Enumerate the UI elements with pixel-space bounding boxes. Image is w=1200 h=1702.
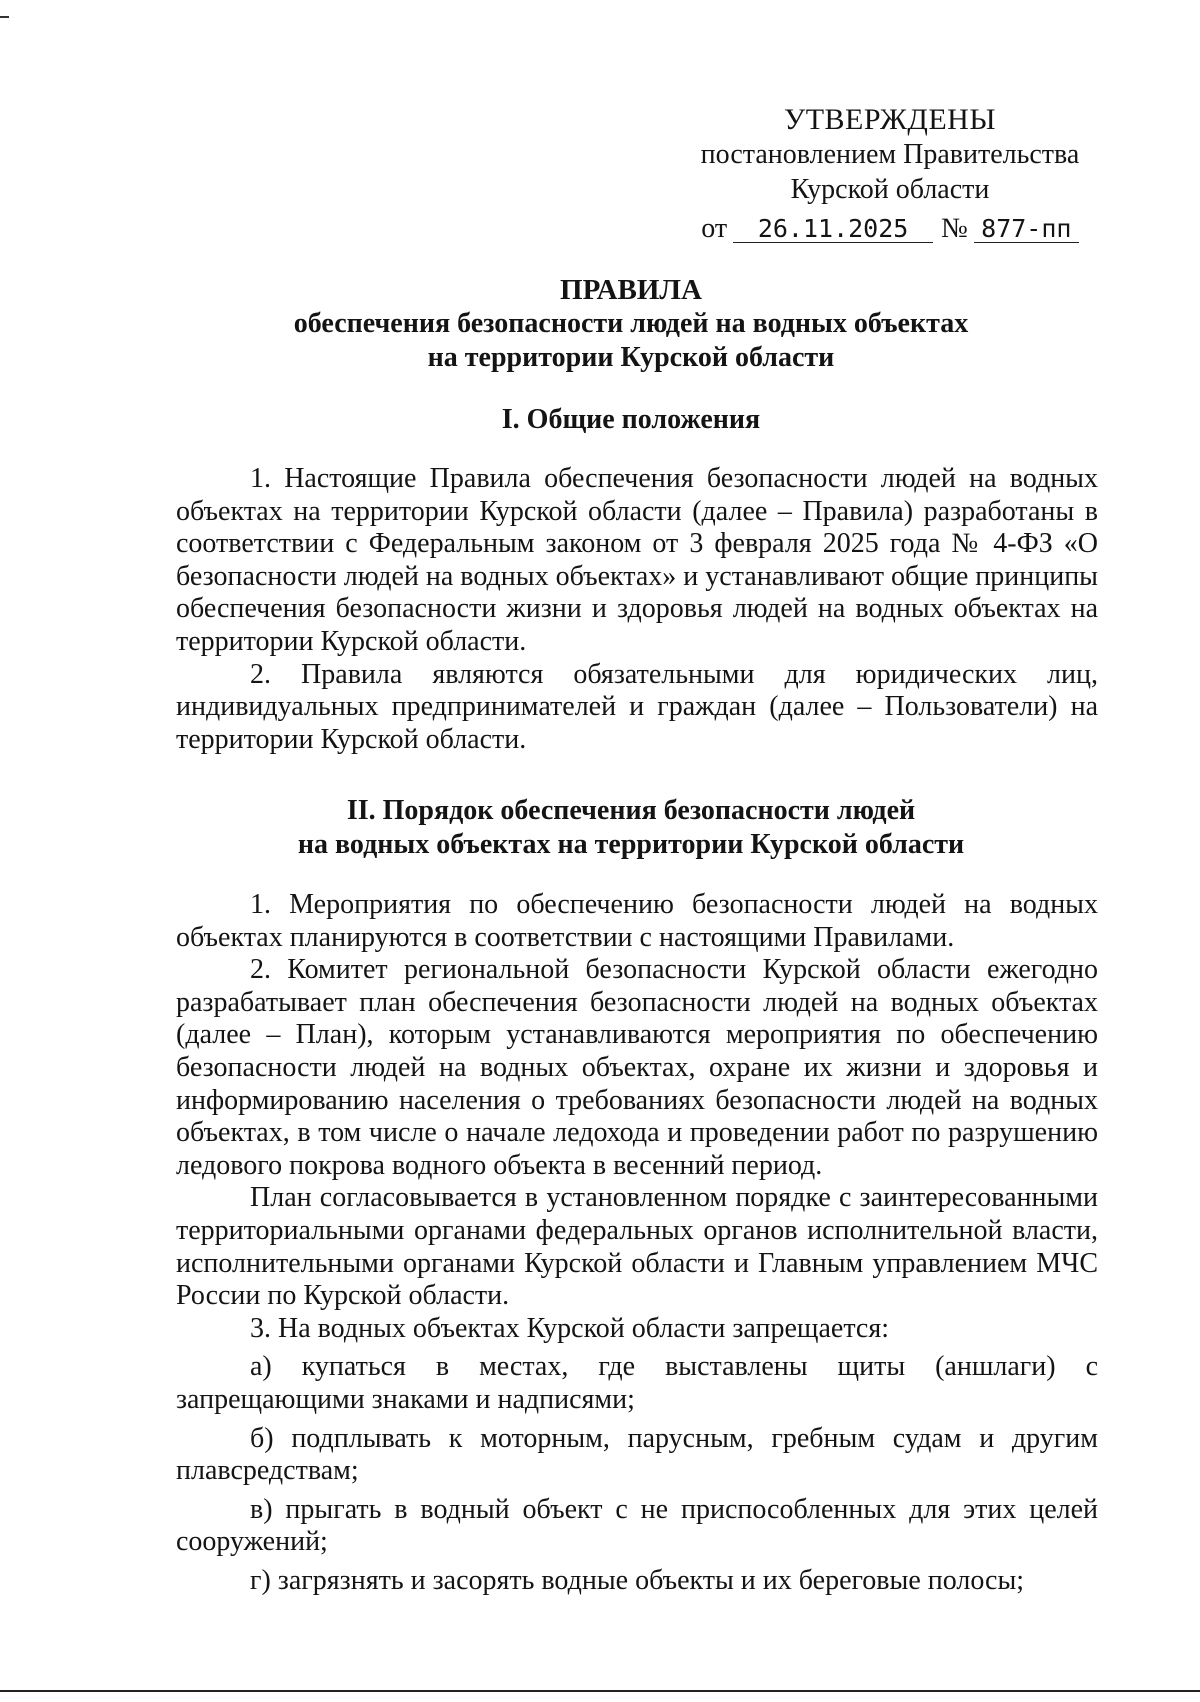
section-2-heading-line-2: на водных объектах на территории Курской области (297, 829, 965, 860)
number-value: 877-пп (974, 216, 1079, 243)
list-item-v: в) прыгать в водный объект с не приспособленных для этих целей сооружений; (176, 1493, 1098, 1558)
number-label: № (941, 213, 968, 244)
section-1-body (176, 463, 1098, 756)
scan-bottom-edge (0, 1690, 1200, 1692)
approval-date-line (680, 211, 1100, 246)
approval-word: УТВЕРЖДЕНЫ (783, 103, 997, 136)
scan-edge-mark (0, 16, 9, 18)
document-subtitle-1: обеспечения безопасности людей на водных объектах (293, 308, 969, 339)
section-2-paragraph-3: План согласовывается в установленном порядке с заинтересованными территориальными органами федеральных органов исполнительной власти, исполнительными органами Курской области и Главным управлением МЧС России по Курской области. (176, 1182, 1098, 1312)
date-label: от (701, 213, 728, 244)
approval-line-1: постановлением Правительства (700, 139, 1080, 170)
document-subtitle-2: на территории Курской области (427, 342, 835, 373)
document-title: ПРАВИЛА (560, 274, 702, 306)
approval-stamp (680, 102, 1100, 246)
section-2-paragraph-4: 3. На водных объектах Курской области запрещается: (250, 1312, 889, 1344)
section-2-paragraph-2: 2. Комитет региональной безопасности Курской области ежегодно разрабатывает план обеспечения безопасности людей на водных объектах (далее – План), которым устанавливаются мероприятия по обеспечению безопасности людей на водных объектах, охране их жизни и здоровья и информированию населения о требованиях безопасности людей на водных объектах, в том числе о начале ледохода и проведении работ по разрушению ледового покрова водного объекта в весенний период. (176, 954, 1098, 1181)
list-item-a: а) купаться в местах, где выставлены щиты (аншлаги) с запрещающими знаками и надписями; (176, 1351, 1098, 1415)
section-2-heading-line-1: II. Порядок обеспечения безопасности людей (346, 795, 916, 826)
section-1-paragraph-2: 2. Правила являются обязательными для юридических лиц, индивидуальных предпринимателей и граждан (далее – Пользователи) на территории Курской области. (176, 658, 1098, 755)
date-value: 26.11.2025 (733, 216, 933, 243)
list-item-b: б) подплывать к моторным, парусным, гребным судам и другим плавсредствам; (176, 1422, 1098, 1487)
list-item-g: г) загрязнять и засорять водные объекты и их береговые полосы; (250, 1564, 1025, 1596)
section-2-paragraph-1: 1. Мероприятия по обеспечению безопасности людей на водных объектах планируются в соответствии с настоящими Правилами. (176, 889, 1098, 953)
section-1-paragraph-1: 1. Настоящие Правила обеспечения безопасности людей на водных объектах на территории Курской области (далее – Правила) разработаны в соответствии с Федеральным законом от 3 февраля 2025 года № 4-ФЗ «О безопасности людей на водных объектах» и устанавливают общие принципы обеспечения безопасности жизни и здоровья людей на водных объектах на территории Курской области. (176, 463, 1098, 657)
section-1-heading: I. Общие положения (501, 404, 761, 435)
approval-line-2: Курской области (790, 174, 990, 205)
section-2-body (176, 889, 1098, 1597)
